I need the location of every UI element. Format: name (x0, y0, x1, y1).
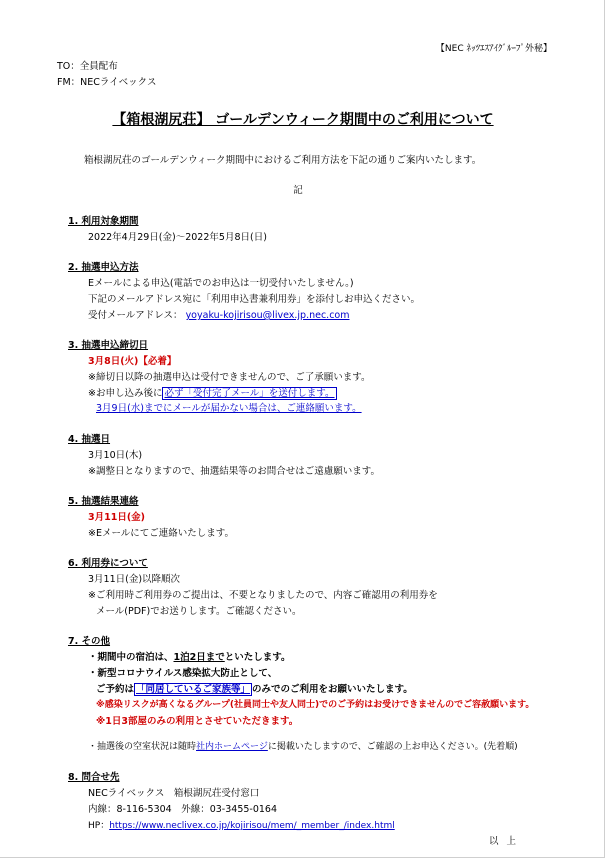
section-5-title: 5. 抽選結果連絡 (68, 496, 139, 507)
section-3-line3 (88, 388, 337, 400)
reservation-email-link[interactable]: yoyaku-kojirisou@livex.jp.nec.com (185, 310, 350, 321)
section-4-title: 4. 抽選日 (68, 434, 111, 445)
section-2-title: 2. 抽選申込方法 (68, 262, 139, 273)
hp-label: HP： (88, 821, 110, 831)
reservation-post: のみでのご利用をお願いいたします。 (252, 684, 413, 695)
lottery-date: 3月10日(木) (88, 450, 143, 461)
section-1-title: 1. 利用対象期間 (68, 216, 139, 227)
intro-text: 箱根湖尻荘のゴールデンウィーク期間中におけるご利用方法を下記の通りご案内いたします。 (84, 155, 482, 166)
stay-limit-pre: ・期間中の宿泊は、 (88, 652, 174, 663)
section-7-line6 (88, 742, 518, 753)
section-3-title: 3. 抽選申込締切日 (68, 340, 149, 351)
section-7-line2: ・新型コロナウイルス感染拡大防止として、 (88, 668, 278, 679)
section-7-title: 7. その他 (68, 636, 111, 647)
contact-office: NECライベックス 箱根湖尻荘受付窓口 (88, 788, 260, 799)
contact-date: 3月9日(水) (96, 403, 145, 414)
email-label: 受付メールアドレス： (88, 310, 183, 321)
ki-marker: 記 (293, 185, 303, 196)
ticket-date: 3月11日(金)以降順次 (88, 574, 181, 585)
section-6-title: 6. 利用券について (68, 558, 148, 569)
section-5-note: ※Eメールにてご連絡いたします。 (88, 528, 235, 539)
result-date: 3月11日(金) (88, 512, 146, 523)
hp-url-link[interactable]: https://www.neclivex.co.jp/kojirisou/mem/_member_/index.html (109, 821, 395, 831)
section-4-note: ※調整日となりますので、抽選結果等のお問合せはご遠慮願います。 (88, 466, 381, 477)
section-2-line3 (88, 310, 350, 322)
deadline-date: 3月8日(火) (88, 356, 139, 367)
section-3-line2: ※締切日以降の抽選申込は受付できませんので、ご了承願います。 (88, 372, 371, 383)
section-6-line3: メール(PDF)でお送りします。ご確認ください。 (96, 606, 302, 617)
section-2-line2: 下記のメールアドレス宛に「利用申込書兼利用券」を添付しお申込ください。 (88, 294, 421, 305)
section-6-line2: ※ご利用時ご利用券のご提出は、不要となりましたので、内容ご確認用の利用券を (88, 590, 438, 601)
section-3-line4 (96, 403, 362, 415)
section-3-deadline (88, 356, 176, 368)
to-line: TO：全員配布 (57, 61, 118, 72)
document-title (0, 112, 606, 130)
contact-hp (88, 821, 395, 832)
confirmation-email-note: 必ず「受付完了メール」を送付します。 (164, 388, 335, 399)
group-warning: ※感染リスクが高くなるグループ(社員同士や友人同士)でのご予約はお受けできませんのでご容赦願います。 (96, 700, 535, 710)
document-title-text: 【箱根湖尻荘】 ゴールデンウィーク期間中のご利用について (112, 112, 494, 128)
section-2-line1: Eメールによる申込(電話でのお申込は一切受付いたしません。) (88, 278, 354, 289)
intranet-homepage-link[interactable]: 社内ホームページ (196, 742, 268, 752)
contact-phone: 内線：8-116-5304 外線：03-3455-0164 (88, 804, 278, 815)
section-1-period: 2022年4月29日(金)～2022年5月8日(日) (88, 232, 267, 243)
deadline-must-arrive: 【必着】 (138, 356, 177, 367)
vacancy-post: に掲載いたしますので、ご確認の上お申込ください。(先着順) (267, 742, 518, 752)
section-7-line3 (96, 684, 413, 696)
household-only-note: 「同居しているご家族等」 (136, 684, 251, 695)
vacancy-pre: ・抽選後の空室状況は随時 (88, 742, 197, 752)
from-line: FM：NECライベックス (57, 77, 157, 88)
closing-mark: 以上 (488, 836, 524, 847)
section-8-title: 8. 問合せ先 (68, 772, 120, 783)
stay-limit: 1泊2日まで (173, 652, 225, 663)
classification-label: 【NEC ﾈｯﾂｴｽｱｲｸﾞﾙｰﾌﾟ外秘】 (435, 44, 552, 54)
stay-limit-post: といたします。 (224, 652, 291, 663)
section-7-line1 (88, 652, 291, 664)
section-3-line3-pre: ※お申し込み後に (88, 388, 163, 399)
contact-note: までにメールが届かない場合は、ご連絡願います。 (144, 403, 362, 414)
reservation-pre: ご予約は (96, 684, 135, 695)
room-limit-note: ※1日3部屋のみの利用とさせていただきます。 (96, 716, 299, 727)
